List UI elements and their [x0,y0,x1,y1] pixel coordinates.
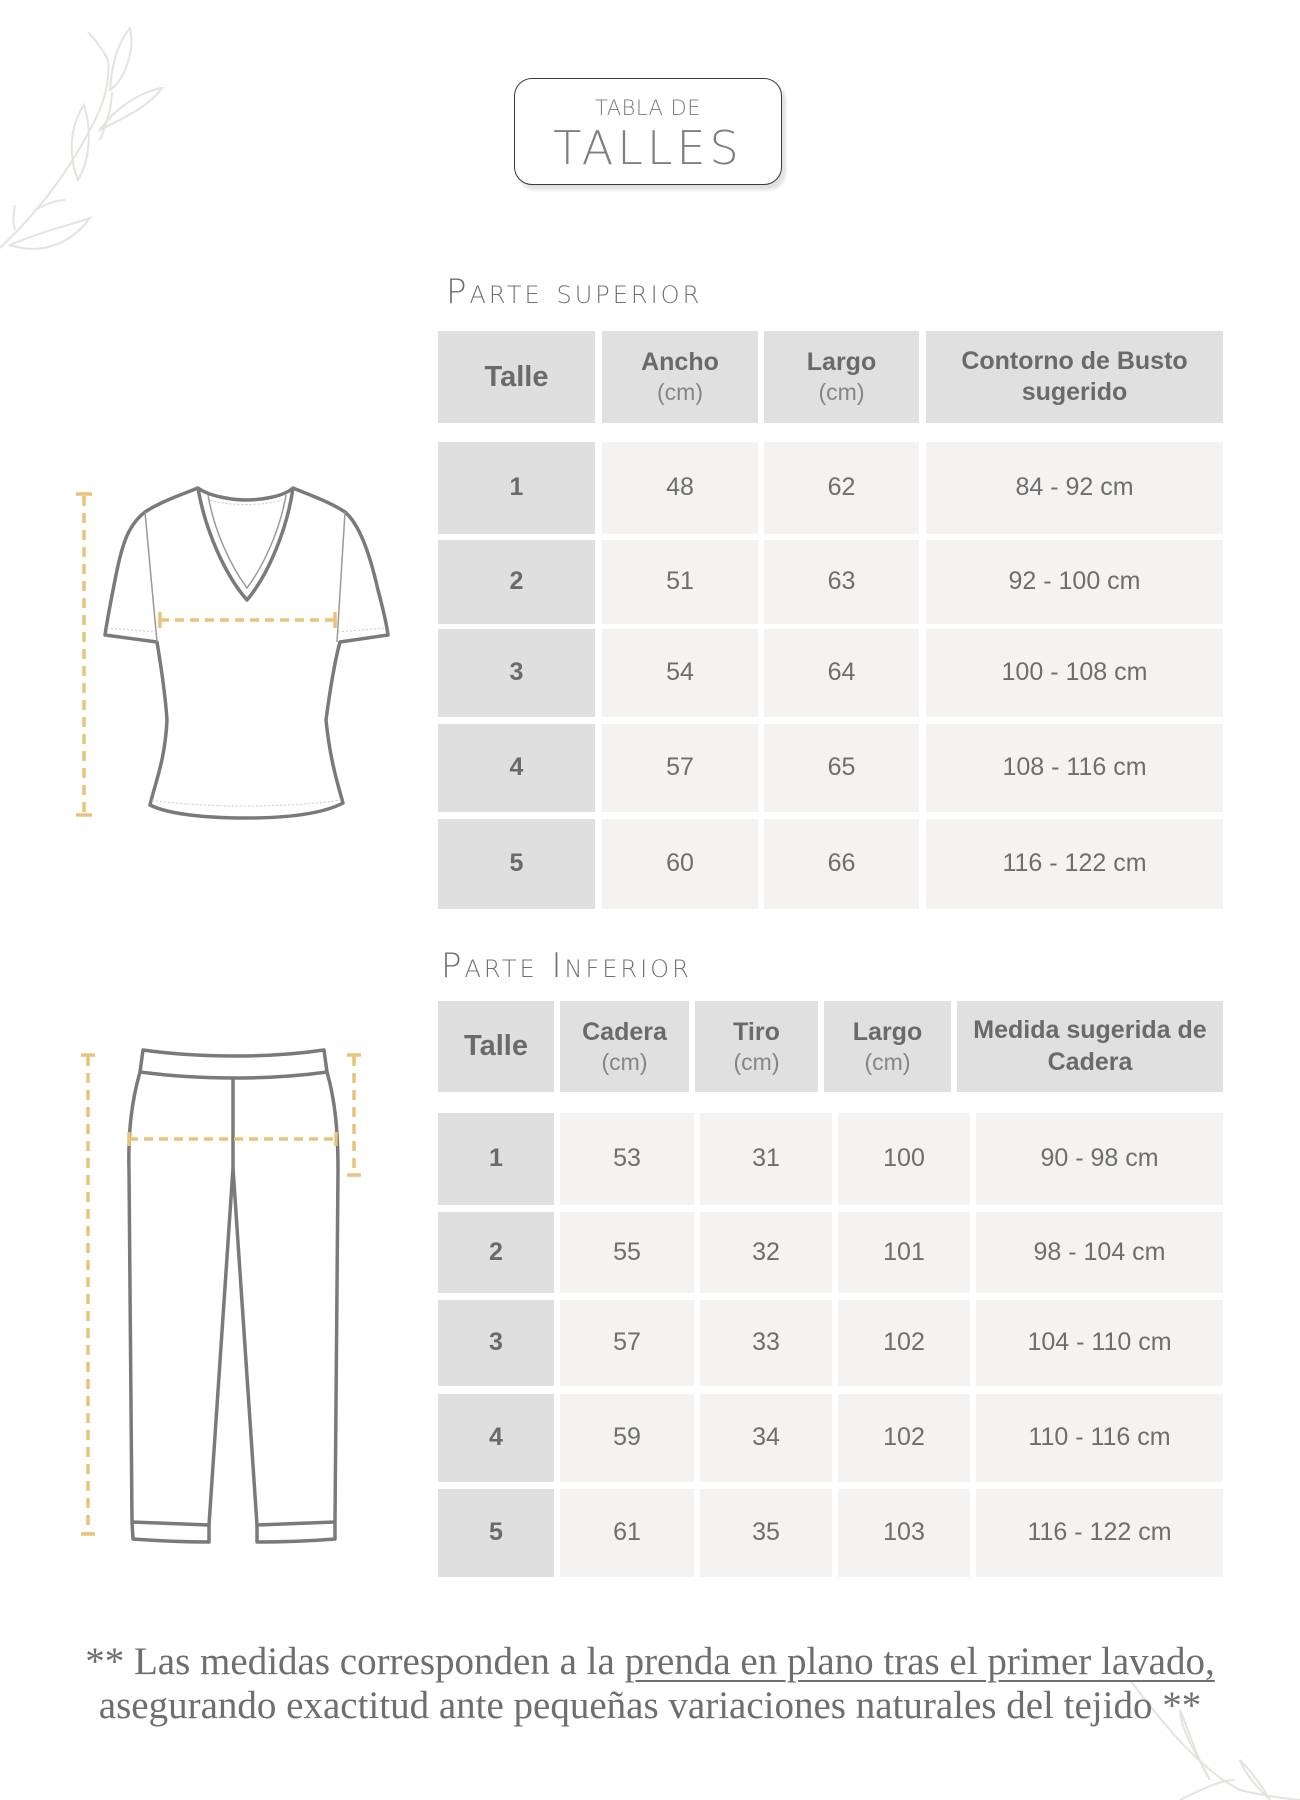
table-cell-talle: 4 [438,724,595,812]
header-label: Tiro [733,1017,780,1046]
table-cell-busto: 92 - 100 cm [926,540,1223,624]
header-label: Largo [852,1017,923,1046]
v-neck-tshirt-icon [60,480,400,830]
footer-note-line-1 [60,1640,1240,1684]
header-label: Largo [806,348,877,376]
header-cadera [560,1001,689,1092]
table-cell-busto: 84 - 92 cm [926,442,1223,534]
header-largo [824,1001,951,1092]
footer-note-line-2: asegurando exactitud ante pequeñas variaciones naturales del tejido ** [98,1684,1202,1727]
table-cell-cadera: 59 [560,1394,694,1482]
table-cell-largo: 66 [764,819,919,909]
section-title-bottom: Parte Inferior [441,946,692,986]
table-cell-medida: 90 - 98 cm [976,1113,1223,1205]
footer-note-underlined: prenda en plano tras el primer lavado, [624,1640,1215,1683]
header-label: Contorno de Busto [961,346,1188,375]
table-cell-largo: 64 [764,629,919,717]
header-ancho [602,331,758,423]
table-cell-ancho: 48 [602,442,758,534]
header-talle [438,331,595,423]
table-cell-talle: 5 [438,1489,554,1577]
table-cell-talle: 1 [438,442,595,534]
header-contorno-busto [926,331,1223,423]
table-cell-talle: 2 [438,1212,554,1293]
table-cell-cadera: 61 [560,1489,694,1577]
header-largo [764,331,919,423]
table-cell-largo: 100 [838,1113,970,1205]
table-cell-busto: 116 - 122 cm [926,819,1223,909]
header-talle [438,1001,554,1092]
header-label: Talle [464,1030,528,1063]
header-label: Talle [484,360,549,393]
page-title: TALLES [553,121,743,175]
header-unit: (cm) [864,1048,911,1075]
table-cell-talle: 2 [438,540,595,624]
table-cell-medida: 104 - 110 cm [976,1300,1223,1386]
table-cell-talle: 5 [438,819,595,909]
header-label: Ancho [641,348,719,376]
table-cell-largo: 103 [838,1489,970,1577]
header-label: Medida sugerida de [973,1016,1207,1045]
table-cell-talle: 3 [438,1300,554,1386]
table-cell-tiro: 33 [700,1300,832,1386]
header-unit: (cm) [657,379,703,406]
table-cell-talle: 1 [438,1113,554,1205]
table-cell-largo: 102 [838,1394,970,1482]
table-cell-talle: 4 [438,1394,554,1482]
footer-note-prefix: ** Las medidas corresponden a la [85,1640,625,1683]
table-cell-ancho: 57 [602,724,758,812]
pants-icon [60,1030,380,1570]
table-cell-largo: 102 [838,1300,970,1386]
table-cell-largo: 63 [764,540,919,624]
table-cell-medida: 110 - 116 cm [976,1394,1223,1482]
header-medida-cadera [957,1001,1223,1092]
table-cell-tiro: 34 [700,1394,832,1482]
header-label: Cadera [582,1017,667,1046]
header-unit: (cm) [601,1048,648,1075]
leaf-branch-decoration-icon [0,20,180,260]
header-unit: (cm) [733,1048,780,1075]
table-cell-busto: 100 - 108 cm [926,629,1223,717]
table-cell-ancho: 54 [602,629,758,717]
table-cell-tiro: 35 [700,1489,832,1577]
table-cell-medida: 116 - 122 cm [976,1489,1223,1577]
table-cell-medida: 98 - 104 cm [976,1212,1223,1293]
title-badge [514,78,782,185]
table-cell-cadera: 55 [560,1212,694,1293]
table-cell-largo: 62 [764,442,919,534]
header-label: Cadera [1047,1047,1133,1076]
table-cell-talle: 3 [438,629,595,717]
table-cell-ancho: 51 [602,540,758,624]
table-cell-tiro: 32 [700,1212,832,1293]
table-cell-cadera: 57 [560,1300,694,1386]
table-cell-cadera: 53 [560,1113,694,1205]
table-cell-ancho: 60 [602,819,758,909]
header-label: sugerido [1021,378,1128,406]
section-title-top: Parte superior [446,272,703,312]
title-small: TABLA DE [595,96,701,120]
header-tiro [695,1001,818,1092]
table-cell-largo: 65 [764,724,919,812]
table-cell-busto: 108 - 116 cm [926,724,1223,812]
header-unit: (cm) [818,379,865,406]
table-cell-tiro: 31 [700,1113,832,1205]
table-cell-largo: 101 [838,1212,970,1293]
